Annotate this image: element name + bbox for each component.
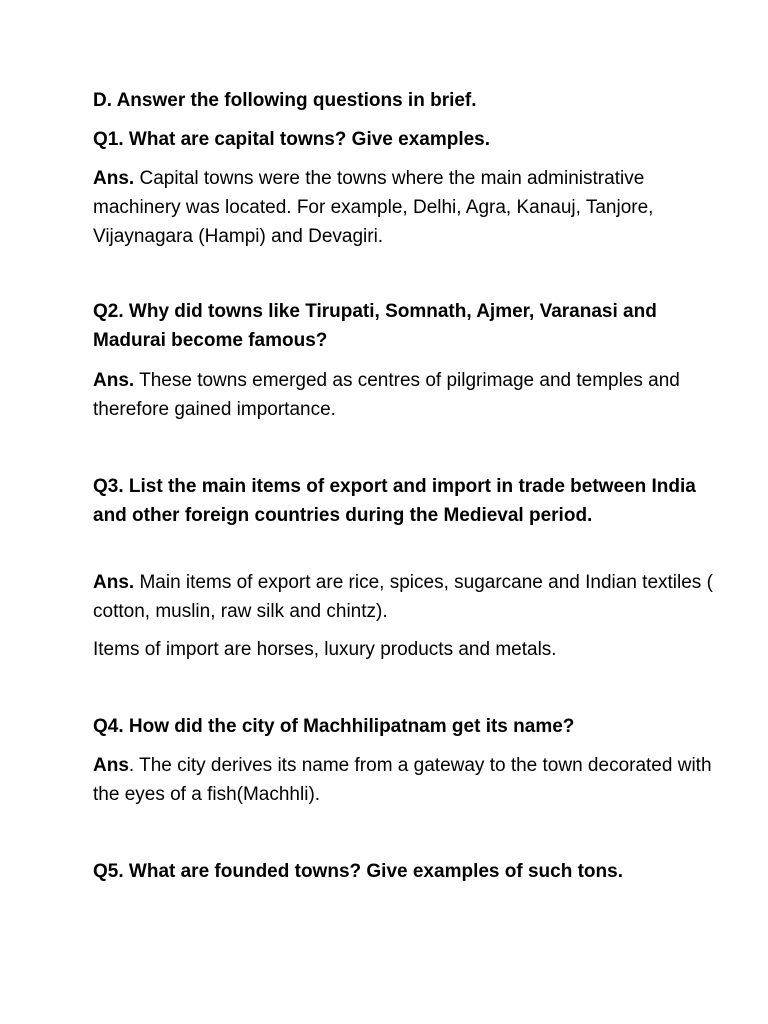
answer-label: Ans.: [93, 572, 135, 593]
question-3: Q3. List the main items of export and import in trade between India and other foreign countries during the Medieval period.: [93, 476, 696, 526]
answer-3: [93, 568, 723, 626]
answer-text: These towns emerged as centres of pilgrimage and temples and therefore gained importance.: [93, 370, 680, 420]
section-heading: D. Answer the following questions in brief.: [93, 90, 477, 111]
question-4: Q4. How did the city of Machhilipatnam get its name?: [93, 716, 575, 737]
answer-2: [93, 366, 723, 424]
answer-3-extra: Items of import are horses, luxury products and metals.: [93, 639, 557, 660]
question-1: Q1. What are capital towns? Give examples.: [93, 129, 491, 150]
question-5: Q5. What are founded towns? Give examples of such tons.: [93, 861, 623, 882]
answer-text: . The city derives its name from a gateway to the town decorated with the eyes of a fish(Machhli).: [93, 755, 712, 805]
answer-label: Ans: [93, 755, 129, 776]
answer-label: Ans.: [93, 168, 135, 189]
answer-label: Ans.: [93, 370, 135, 391]
answer-text: Capital towns were the towns where the main administrative machinery was located. For example, Delhi, Agra, Kanauj, Tanjore, Vijaynagara (Hampi) and Devagiri.: [93, 168, 654, 247]
answer-4: [93, 751, 723, 809]
answer-text: Main items of export are rice, spices, sugarcane and Indian textiles ( cotton, muslin, raw silk and chintz).: [93, 572, 713, 622]
question-2: Q2. Why did towns like Tirupati, Somnath, Ajmer, Varanasi and Madurai become famous?: [93, 301, 657, 351]
answer-1: [93, 164, 723, 251]
